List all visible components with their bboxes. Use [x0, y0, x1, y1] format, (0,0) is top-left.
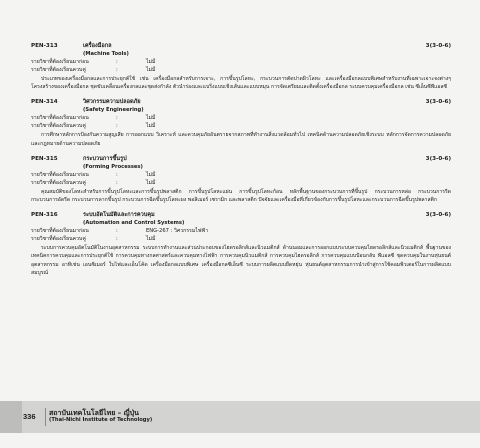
prerequisite-value: ไม่มี: [146, 171, 156, 178]
course-title-th: ระบบอัตโนมัติและการควบคุม: [83, 212, 155, 219]
course-entry: [31, 155, 451, 204]
prerequisite-label: รายวิชาที่ต้องเรียนมาก่อน: [31, 171, 89, 178]
course-code: PEN-314: [31, 99, 58, 106]
corequisite-value: ไม่มี: [146, 179, 156, 186]
course-credits: 3(3-0-6): [425, 99, 451, 106]
prerequisite-value: ไม่มี: [146, 59, 156, 65]
course-description: ระบบการควบคุมอัตโนมัติในงานอุตสาหกรรม ระบบการทำงานและส่วนประกอบของไฮดรอลิกส์และนิวแมติกส์ ด้านนอมและการออกแบบระบบควบคุมไฮดรอลิกส์และนิวแมติกส์ พื้นฐานของเทคนิคการควบคุมและการประยุกต์ใช้ การควบคุมทางกลศาสตร์และควบคุมทางไฟฟ้า การควบคุมนิวแมติกส์ การควบคุมไฮดรอลิกส์ การควบคุมแบบป้อนกลับ พีแอลซี ชุดควบคุมในงานหุ่นยนต์อุตสาหกรรม อาทิเช่น เอนซิเมอร์ ใบไฟและเอ็นโค้ด เครื่องมือกลแบบพิเศษ เครื่องมือกลซีเอ็นซี ระบบการผลิตแบบยืดหยุ่น หุ่นยนต์อุตสาหกรรมการนำเข้าสู่การใช้คอมพิวเตอร์ในการผลิตแบบสมบูรณ์: [31, 245, 451, 276]
corequisite-label: รายวิชาที่ต้องเรียนควบคู่: [31, 123, 86, 130]
corequisite-label: รายวิชาที่ต้องเรียนควบคู่: [31, 179, 86, 186]
prerequisite-row: รายวิชาที่ต้องเรียนมาก่อน : ไม่มี: [31, 171, 451, 179]
prerequisite-label: รายวิชาที่ต้องเรียนมาก่อน: [31, 228, 89, 235]
course-title-en: (Automation and Control Systems): [83, 220, 185, 227]
footer-divider: [45, 408, 46, 426]
prerequisite-value: ไม่มี: [146, 115, 156, 122]
page-number: 336: [23, 412, 36, 421]
prerequisite-row: รายวิชาที่ต้องเรียนมาก่อน : ไม่มี: [31, 58, 451, 66]
corequisite-value: ไม่มี: [146, 67, 156, 73]
corequisite-row: รายวิชาที่ต้องเรียนควบคู่ : ไม่มี: [31, 122, 451, 130]
prerequisite-row: รายวิชาที่ต้องเรียนมาก่อน : ENG-267 : วิศวกรรมไฟฟ้า: [31, 227, 451, 235]
course-entry: [31, 98, 451, 147]
course-credits: 3(3-0-6): [425, 212, 451, 219]
course-title-en: (Machine Tools): [83, 51, 129, 57]
corequisite-row: รายวิชาที่ต้องเรียนควบคู่ : ไม่มี: [31, 66, 451, 74]
course-credits: 3(3-0-6): [425, 155, 451, 162]
corequisite-value: ไม่มี: [146, 123, 156, 130]
course-title-th: เครื่องมือกล: [83, 43, 112, 49]
course-title-th: กระบวนการขึ้นรูป: [83, 155, 127, 162]
course-description: ประเภทของเครื่องมือกลและการประยุกต์ใช้ เช่น เครื่องมือกลสำหรับการเจาะ, การขึ้นรูปโลหะ, กระบวนการตัดปาดผิวโลหะ และเครื่องมือกลแบบพิเศษสำหรับงานที่เฉพาะเจาะจงต่างๆ โครงสร้างของเครื่องมือกล ชุดขับเคลื่อนเครื่องกลและชุดส่งกำลัง ตัวนำร่องและแบริ่งแบบเชิงเส้นและแบบหมุน การจัดเตรียมและติดตั้งเครื่องมือกล ระบบควบคุมเครื่องมือกล เช่น ซีเอ็นซีพีแอลซี: [31, 76, 451, 91]
prerequisite-label: รายวิชาที่ต้องเรียนมาก่อน: [31, 59, 89, 65]
corequisite-label: รายวิชาที่ต้องเรียนควบคู่: [31, 67, 86, 73]
prerequisite-value: ENG-267 : วิศวกรรมไฟฟ้า: [146, 228, 209, 235]
course-description: การศึกษาหลักการป้องกันความสูญเสีย การออกแบบ วิเคราะห์ และควบคุมภัยอันตรายจากสภาพที่ทำงานสิ่งแวดล้อมทั่วไป เทคนิคด้านความปลอดภัยเชิงระบบ หลักการจัดการความปลอดภัย และกฎหมายด้านความปลอดภัย: [31, 132, 451, 147]
corequisite-row: รายวิชาที่ต้องเรียนควบคู่ : ไม่มี: [31, 179, 451, 187]
course-code: PEN-313: [31, 43, 58, 49]
prerequisite-label: รายวิชาที่ต้องเรียนมาก่อน: [31, 115, 89, 122]
institute-name-th: สถาบันเทคโนโลยีไทย – ญี่ปุ่น: [49, 409, 139, 417]
course-list: [31, 42, 451, 284]
course-code: PEN-315: [31, 155, 58, 162]
corequisite-label: รายวิชาที่ต้องเรียนควบคู่: [31, 236, 86, 243]
course-title-th: วิศวกรรมความปลอดภัย: [83, 99, 141, 106]
corequisite-row: รายวิชาที่ต้องเรียนควบคู่ : ไม่มี: [31, 235, 451, 243]
institute-name-en: (Thai-Nichi Institute of Technology): [49, 417, 153, 423]
corequisite-value: ไม่มี: [146, 236, 156, 243]
course-title-en: (Safety Engineering): [83, 107, 144, 114]
course-description: คุณสมบัติของโลหะสำหรับการขึ้นรูปโลหะและการขึ้นรูปพลาสติก การขึ้นรูปโลหะแผ่น การขึ้นรูปโลหะก้อน หลักพื้นฐานของกระบวนการที่ขึ้นรูป กระบวนการหล่อ กระบวนการรีด กระบวนการอัดรีด กระบวนการลากขึ้นรูป กระบวนการฉีดขึ้นรูปโลหะผง พอลิเมอร์ เซรามิก และพลาสติก ปัจจัยและเครื่องมือที่เกี่ยวข้องกับการขึ้นรูปโลหะและกระบวนการฉีดขึ้นรูปพลาสติก: [31, 188, 451, 204]
course-credits: 3(3-0-6): [425, 43, 451, 49]
course-title-en: (Forming Processes): [83, 163, 143, 170]
prerequisite-row: รายวิชาที่ต้องเรียนมาก่อน : ไม่มี: [31, 114, 451, 122]
footer-tab: [0, 401, 22, 433]
course-entry: [31, 211, 451, 277]
course-code: PEN-316: [31, 212, 58, 219]
course-entry: [31, 42, 451, 91]
